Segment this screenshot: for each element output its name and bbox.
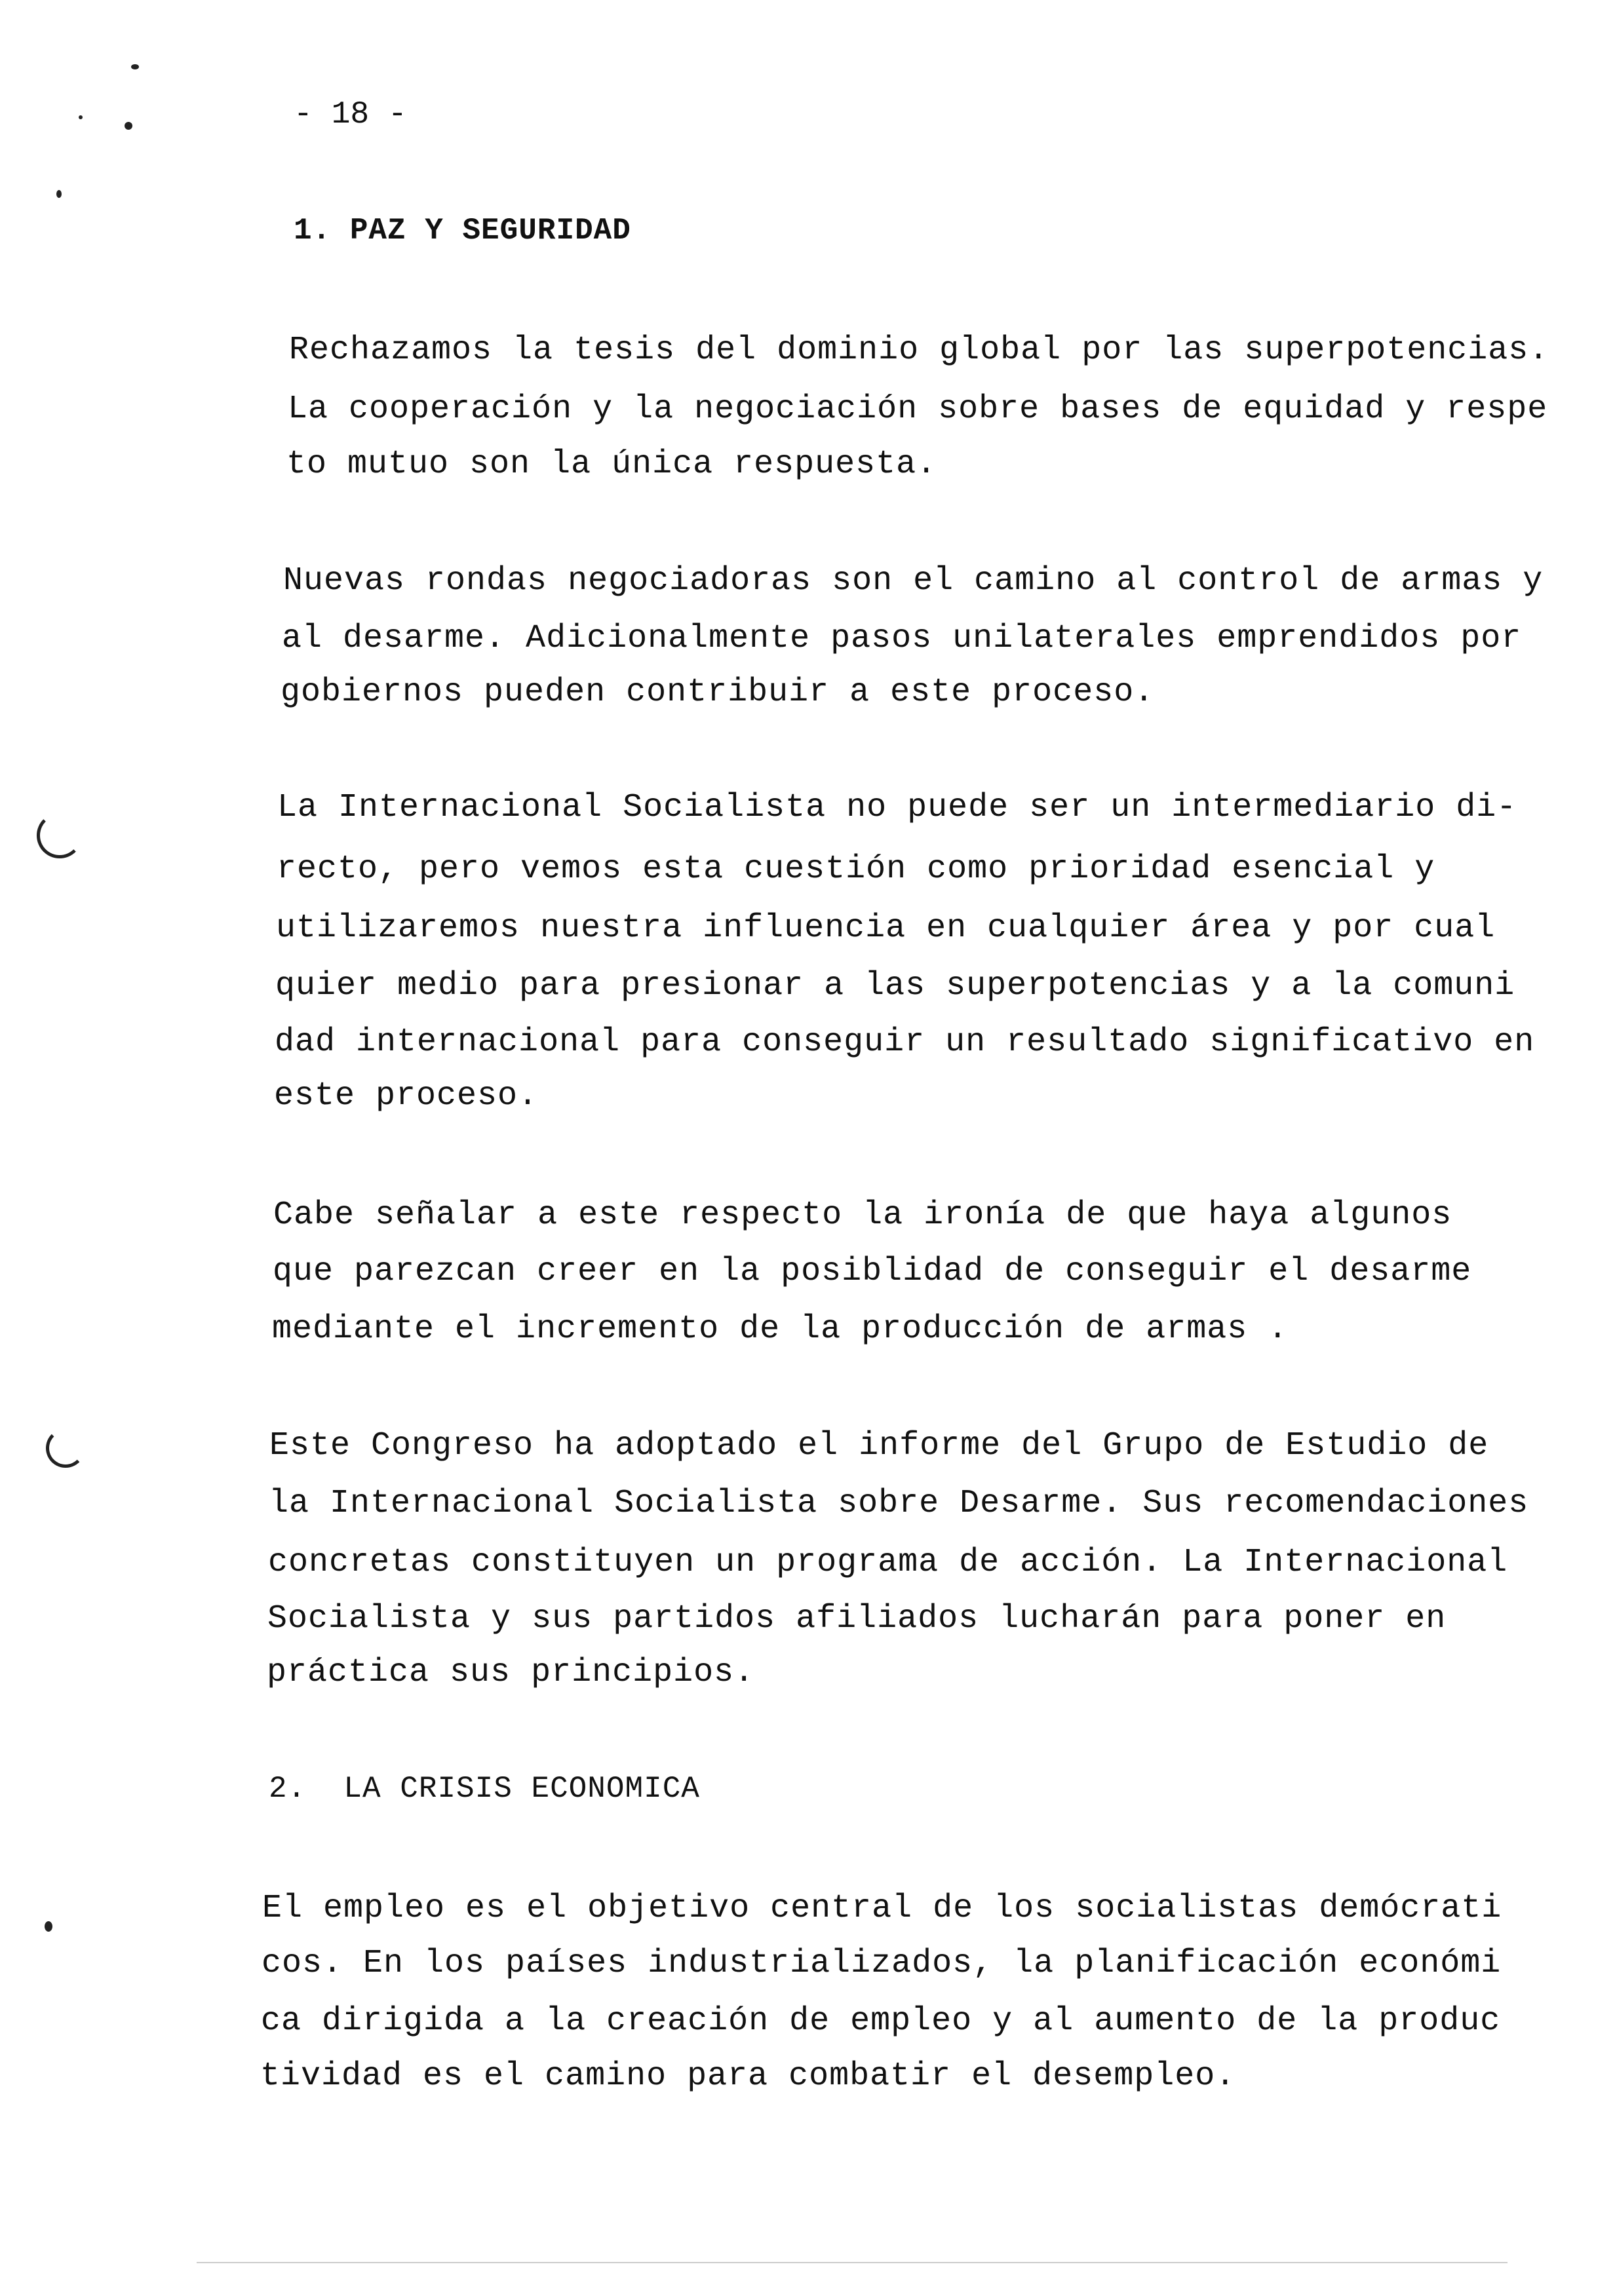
- text-line: práctica sus principios.: [267, 1654, 755, 1691]
- text-line: cos. En los países industrializados, la planificación económi: [262, 1945, 1502, 1982]
- text-line: que parezcan creer en la posiblidad de conseguir el desarme: [273, 1253, 1472, 1290]
- text-line: to mutuo son la única respuesta.: [286, 446, 937, 483]
- text-line: Rechazamos la tesis del dominio global por las superpotencias.: [289, 332, 1549, 369]
- text-line: tividad es el camino para combatir el desempleo.: [260, 2057, 1236, 2095]
- scan-speck: [131, 64, 139, 69]
- text-line: la Internacional Socialista sobre Desarme. Sus recomendaciones: [269, 1485, 1529, 1522]
- punch-hole-mark: [46, 1428, 85, 1468]
- text-line: mediante el incremento de la producción de armas .: [272, 1311, 1289, 1348]
- text-line: El empleo es el objetivo central de los socialistas demócrati: [262, 1890, 1502, 1927]
- page-number: - 18 -: [294, 97, 407, 132]
- text-line: Nuevas rondas negociadoras son el camino al control de armas y: [283, 562, 1544, 600]
- text-line: gobiernos pueden contribuir a este proceso.: [281, 674, 1155, 711]
- text-line: Socialista y sus partidos afiliados lucharán para poner en: [267, 1600, 1447, 1637]
- text-line: recto, pero vemos esta cuestión como prioridad esencial y: [277, 851, 1435, 888]
- scan-speck: [45, 1921, 52, 1932]
- text-line: este proceso.: [274, 1077, 539, 1115]
- text-line: ca dirigida a la creación de empleo y al aumento de la produc: [261, 2002, 1501, 2040]
- scan-speck: [79, 115, 83, 119]
- scan-speck: [56, 190, 62, 198]
- text-line: La cooperación y la negociación sobre bases de equidad y respe: [288, 391, 1548, 428]
- text-line: La Internacional Socialista no puede ser un intermediario di-: [277, 789, 1517, 826]
- text-line: dad internacional para conseguir un resultado significativo en: [275, 1024, 1535, 1061]
- text-line: quier medio para presionar a las superpotencias y a la comuni: [275, 967, 1515, 1004]
- text-line: Este Congreso ha adoptado el informe del Grupo de Estudio de: [269, 1427, 1489, 1464]
- text-line: al desarme. Adicionalmente pasos unilaterales emprendidos por: [282, 620, 1522, 657]
- scan-rule: [197, 2262, 1508, 2263]
- text-line: utilizaremos nuestra influencia en cualquier área y por cual: [276, 909, 1496, 947]
- text-line: Cabe señalar a este respecto la ironía de que haya algunos: [273, 1196, 1452, 1234]
- scan-speck: [125, 122, 132, 130]
- section-heading: 1. PAZ Y SEGURIDAD: [294, 214, 631, 248]
- text-line: concretas constituyen un programa de acción. La Internacional: [268, 1544, 1508, 1581]
- punch-hole-mark: [37, 813, 83, 858]
- section-heading: 2. LA CRISIS ECONOMICA: [269, 1772, 700, 1806]
